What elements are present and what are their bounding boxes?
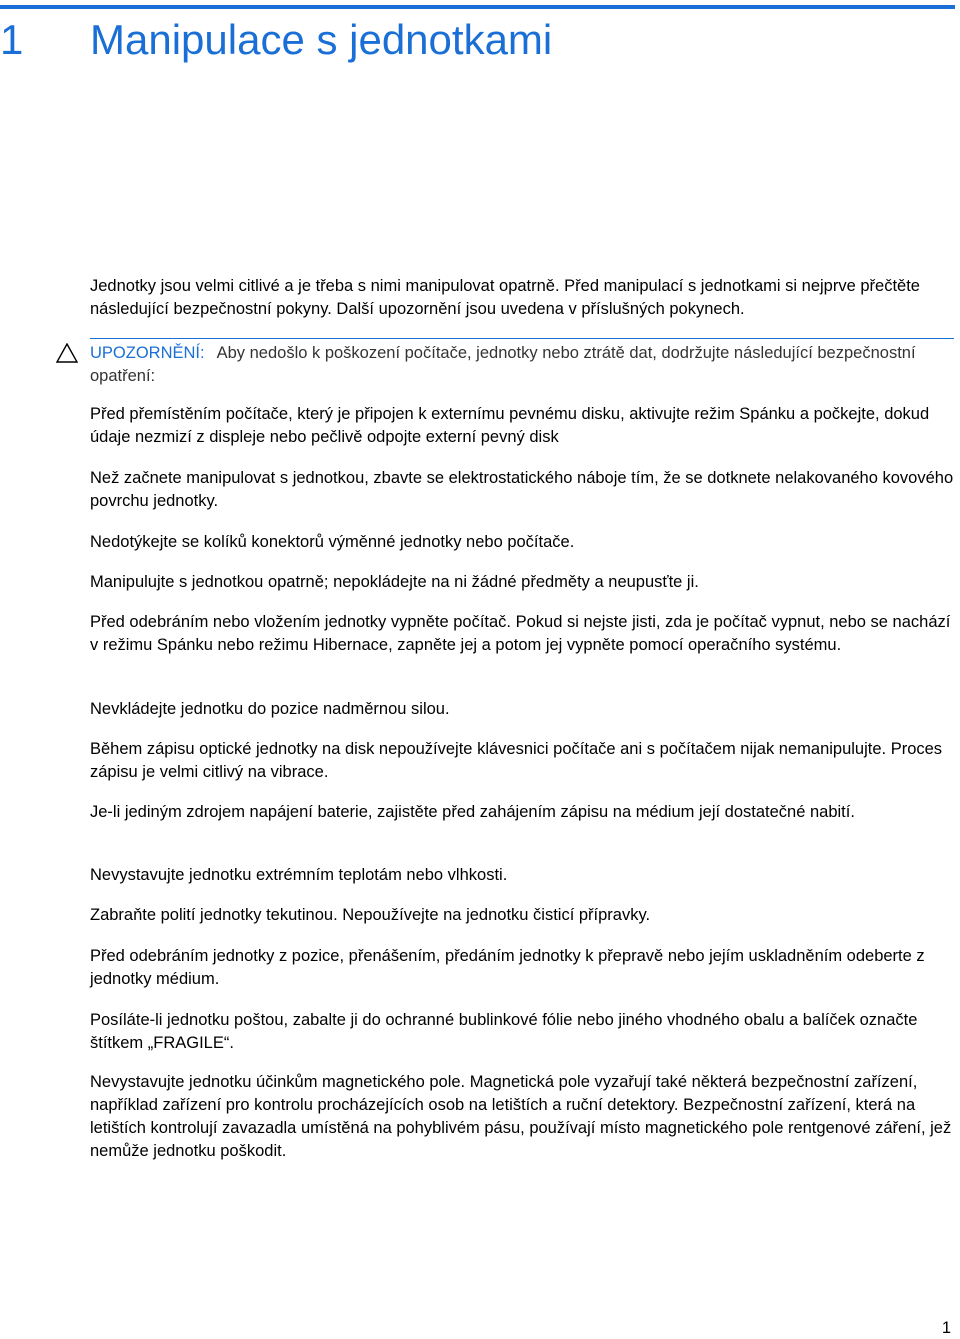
caution-heading — [90, 342, 960, 388]
caution-item: Nedotýkejte se kolíků konektorů výměnné jednotky nebo počítače. — [90, 533, 575, 551]
caution-item: Posíláte-li jednotku poštou, zabalte ji do ochranné bublinkové fólie nebo jiného vhodného obalu a balíček označte štítkem „FRAGILE“. — [90, 1011, 918, 1052]
page-number: 1 — [941, 1319, 951, 1337]
chapter-number: 1 — [0, 16, 24, 63]
caution-item: Než začnete manipulovat s jednotkou, zbavte se elektrostatického náboje tím, že se dotknete nelakovaného kovového povrchu jednotky. — [90, 469, 954, 510]
caution-text: Aby nedošlo k poškození počítače, jednotky nebo ztrátě dat, dodržujte následující bezpečnostní opatření: — [90, 344, 916, 385]
caution-item: Během zápisu optické jednotky na disk nepoužívejte klávesnici počítače ani s počítačem nijak nemanipulujte. Proces zápisu je velmi citlivý na vibrace. — [90, 740, 943, 781]
caution-label: UPOZORNĚNÍ: — [90, 344, 205, 362]
caution-item: Před odebráním jednotky z pozice, přenášením, předáním jednotky k přepravě nebo jejím uskladněním odeberte z jednotky médium. — [90, 947, 925, 988]
caution-item: Před odebráním nebo vložením jednotky vypněte počítač. Pokud si nejste jisti, zda je počítač vypnut, nebo se nachází v režimu Spánku nebo režimu Hibernace, zapněte jej a potom jej vypněte pomocí operačního systému. — [90, 613, 951, 654]
intro-paragraph: Jednotky jsou velmi citlivé a je třeba s nimi manipulovat opatrně. Před manipulací s jednotkami si nejprve přečtěte následující bezpečnostní pokyny. Další upozornění jsou uvedena v příslušných pokynech. — [90, 277, 920, 318]
caution-item: Je-li jediným zdrojem napájení baterie, zajistěte před zahájením zápisu na médium její dostatečné nabití. — [90, 803, 855, 821]
caution-item: Před přemístěním počítače, který je připojen k externímu pevnému disku, aktivujte režim Spánku a počkejte, dokud údaje nezmizí z displeje nebo pečlivě odpojte externí pevný disk — [90, 405, 930, 446]
chapter-heading — [0, 14, 552, 66]
caution-item: Nevystavujte jednotku účinkům magnetického pole. Magnetická pole vyzařují také některá bezpečnostní zařízení, například zařízení pro kontrolu procházejících osob na letištích a ruční detektory. Bezpečnostní zařízení, která na letištích kontrolují zavazadla umístěná na pohyblivém pásu, používají místo magnetického pole rentgenové záření, jež nemůže jednotku poškodit. — [90, 1073, 952, 1160]
caution-triangle-icon — [56, 343, 78, 363]
top-rule — [0, 5, 955, 9]
caution-item: Manipulujte s jednotkou opatrně; nepokládejte na ni žádné předměty a neupusťte ji. — [90, 573, 699, 591]
caution-rule — [90, 338, 954, 339]
caution-item: Nevystavujte jednotku extrémním teplotám nebo vlhkosti. — [90, 866, 508, 884]
caution-item: Zabraňte polití jednotky tekutinou. Nepoužívejte na jednotku čisticí přípravky. — [90, 906, 651, 924]
caution-item: Nevkládejte jednotku do pozice nadměrnou silou. — [90, 700, 450, 718]
chapter-title: Manipulace s jednotkami — [90, 16, 553, 63]
